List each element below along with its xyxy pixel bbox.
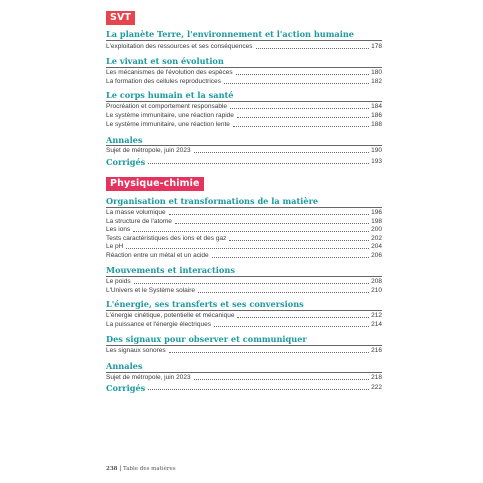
toc-entry-page: 186 [371,112,382,119]
section-rule [106,310,382,311]
leader-dots [133,231,369,232]
toc-entry-label: Sujet de métropole, juin 2023 [106,374,191,381]
toc-entry[interactable] [106,78,382,86]
toc-entry-label: Le pH [106,243,124,250]
section-rule [106,40,382,41]
leader-dots [230,108,369,109]
toc-entry-label: La masse volumique [106,209,166,216]
section-heading: Organisation et transformations de la matière [106,196,319,206]
leader-dots [148,163,369,164]
leader-dots [198,292,369,293]
toc-entry-label: Les signaux sonores [106,347,166,354]
section-heading: Le vivant et son évolution [106,56,224,66]
toc-entry[interactable] [106,69,382,77]
toc-entry[interactable] [106,103,382,111]
section-heading: Mouvements et interactions [106,265,235,275]
leader-dots [236,74,370,75]
leader-dots [175,223,369,224]
toc-entry-page: 206 [371,252,382,259]
toc-entry[interactable] [106,252,382,260]
leader-dots [194,152,370,153]
section-heading: Des signaux pour observer et communiquer [106,334,307,344]
leader-dots [237,317,369,318]
toc-entry-label: L'exploitation des ressources et ses conséquences [106,43,253,50]
toc-entry[interactable] [106,243,382,251]
section-rule [106,207,382,208]
corriges-entry[interactable] [106,155,382,166]
section-rule [106,67,382,68]
toc-entry-page: 198 [371,218,382,225]
section-heading: La planète Terre, l'environnement et l'action humaine [106,29,354,39]
leader-dots [169,214,370,215]
leader-dots [229,240,369,241]
section-rule [106,101,382,102]
toc-entry[interactable] [106,226,382,234]
section-rule [106,372,382,373]
toc-entry[interactable] [106,112,382,120]
toc-entry-label: Les ions [106,226,131,233]
toc-entry[interactable] [106,147,382,155]
toc-entry-page: 184 [371,103,382,110]
toc-entry-label: Le poids [106,278,131,285]
leader-dots [214,326,369,327]
toc-entry-label: La puissance et l'énergie électriques [106,321,211,328]
section-heading: L'énergie, ses transferts et ses conversions [106,299,304,309]
leader-dots [256,48,370,49]
toc-entry-page: 210 [371,287,382,294]
section-rule [106,276,382,277]
toc-entry-page: 180 [371,69,382,76]
toc-entry-page: 214 [371,321,382,328]
toc-entry[interactable] [106,287,382,295]
toc-entry-page: 218 [371,374,382,381]
toc-entry-page: 200 [371,226,382,233]
toc-entry-page: 212 [371,312,382,319]
toc-entry[interactable] [106,235,382,243]
toc-entry-label: L'Univers et le Système solaire [106,287,196,294]
page-number: 238 [106,466,118,472]
toc-entry-label: Procréation et comportement responsable [106,103,228,110]
section-heading: Annales [106,135,143,145]
toc-entry-label: Tests caractéristiques des ions et des gaz [106,235,227,242]
toc-entry-page: 178 [371,43,382,50]
toc-entry-page: 188 [371,121,382,128]
leader-dots [148,389,369,390]
toc-entry[interactable] [106,43,382,51]
toc-entry[interactable] [106,312,382,320]
section-heading: Annales [106,361,143,371]
section-rule [106,345,382,346]
toc-entry-page: 216 [371,347,382,354]
toc-entry-label: L'énergie cinétique, potentielle et mécanique [106,312,235,319]
corriges-label: Corrigés [106,383,146,393]
toc-entry[interactable] [106,347,382,355]
toc-entry[interactable] [106,209,382,217]
physique-chimie-badge: Physique-chimie [106,177,204,191]
toc-entry-page: 196 [371,209,382,216]
toc-entry-page: 182 [371,78,382,85]
toc-entry-page: 190 [371,147,382,154]
corriges-label: Corrigés [106,157,146,167]
toc-entry-label: Sujet de métropole, juin 2023 [106,147,191,154]
toc-entry-page: 208 [371,278,382,285]
toc-entry[interactable] [106,121,382,129]
corriges-entry[interactable] [106,381,382,392]
leader-dots [212,257,370,258]
corriges-page: 222 [371,384,382,391]
toc-entry[interactable] [106,218,382,226]
toc-entry[interactable] [106,278,382,286]
svt-badge: SVT [106,11,135,25]
toc-entry-page: 202 [371,235,382,242]
toc-entry-label: La structure de l'atome [106,218,172,225]
section-heading: Le corps humain et la santé [106,90,234,100]
toc-entry[interactable] [106,321,382,329]
section-rule [106,145,382,146]
toc-entry-label: La formation des cellules reproductrices [106,78,221,85]
toc-entry-page: 204 [371,243,382,250]
leader-dots [126,248,369,249]
leader-dots [169,352,370,353]
leader-dots [237,117,369,118]
footer-separator: | [119,466,122,472]
toc-entry-label: Le système immunitaire, une réaction lente [106,121,230,128]
leader-dots [194,379,370,380]
toc-entry-label: Le système immunitaire, une réaction rapide [106,112,234,119]
leader-dots [233,126,369,127]
footer-label: Table des matières [123,466,176,472]
corriges-page: 193 [371,158,382,165]
leader-dots [134,283,370,284]
page-footer [106,466,176,472]
leader-dots [224,83,369,84]
toc-entry-label: Réaction entre un métal et un acide [106,252,209,259]
toc-entry-label: Les mécanismes de l'évolution des espèces [106,69,233,76]
